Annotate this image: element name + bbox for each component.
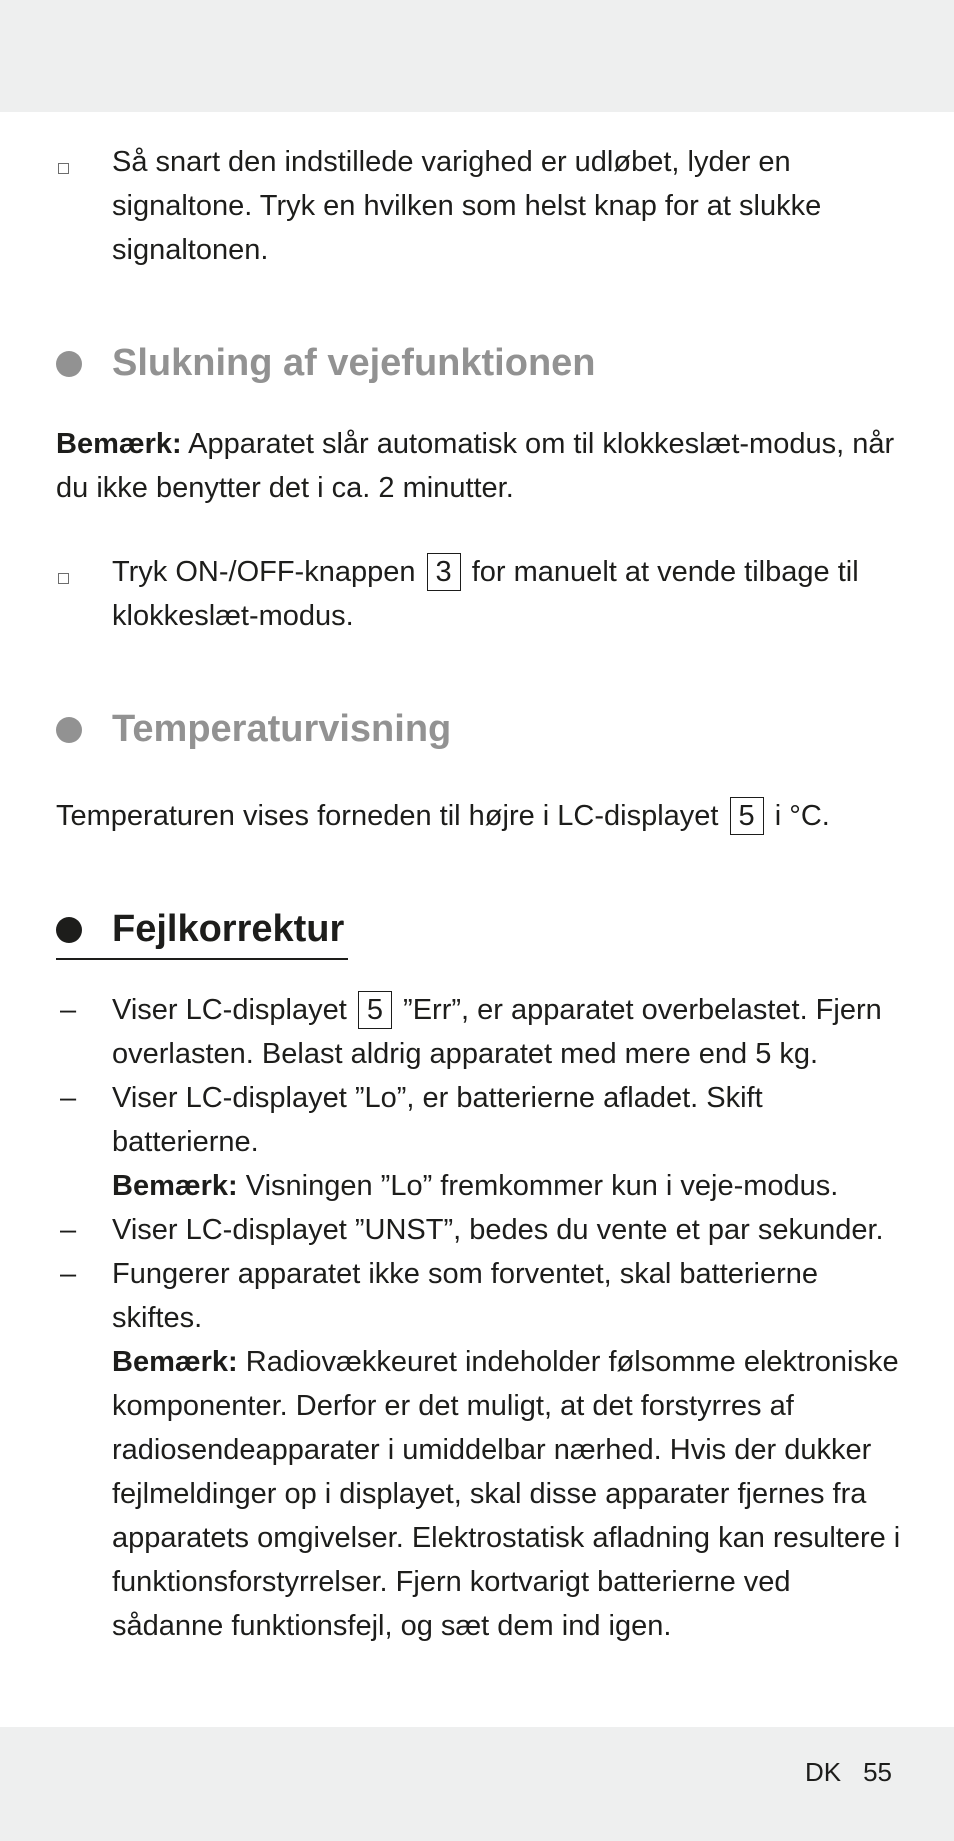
reference-number: 5	[358, 991, 392, 1029]
note-text: Radiovækkeuret indeholder følsomme elektroniske komponenter. Derfor er det muligt, at det forstyrres af radiosendeapparater i umiddelbar nærhed. Hvis der dukker fejlmeldinger op i displayet, skal disse apparater fjernes fra apparatets omgivelser. Elektrostatisk afladning kan resultere i funktionsforstyrrelser. Fjern kortvarigt batterierne ved sådanne funktionsfejl, og sæt dem ind igen.	[112, 1346, 901, 1642]
heading-text: Temperaturvisning	[112, 708, 452, 750]
item-text: Viser LC-displayet ”UNST”, bedes du vente et par sekunder.	[112, 1214, 884, 1246]
heading-text: Slukning af vejefunktionen	[112, 342, 596, 384]
paragraph	[56, 794, 906, 838]
item-text: Fungerer apparatet ikke som forventet, skal batterierne skiftes.	[112, 1258, 819, 1334]
item-text: Så snart den indstillede varighed er udløbet, lyder en signaltone. Tryk en hvilken som helst knap for at slukke signaltonen.	[112, 146, 822, 266]
dash-bullet: –	[60, 994, 77, 1026]
section-heading	[56, 338, 906, 388]
item-text: Tryk ON-/OFF-knappen	[112, 556, 424, 588]
note-label: Bemærk:	[56, 428, 182, 460]
item-text: Viser LC-displayet ”Lo”, er batterierne afladet. Skift batterierne.	[112, 1082, 763, 1158]
note-text: Visningen ”Lo” fremkommer kun i veje-modus.	[237, 1170, 839, 1202]
reference-number: 3	[427, 553, 461, 591]
note-text: Apparatet slår automatisk om til klokkeslæt-modus, når du ikke benytter det i ca. 2 minutter.	[56, 428, 895, 504]
dash-bullet: –	[60, 1258, 77, 1290]
circle-bullet-icon	[56, 717, 82, 743]
circle-bullet-icon	[56, 351, 82, 377]
list-item	[56, 1252, 906, 1648]
language-code: DK	[804, 1757, 842, 1787]
item-text: for manuelt at vende tilbage til klokkeslæt-modus.	[112, 556, 859, 632]
list-item	[56, 550, 906, 638]
heading-text: Fejlkorrektur	[112, 908, 345, 950]
item-text: Viser LC-displayet	[112, 994, 355, 1026]
list-item	[56, 140, 906, 272]
dash-bullet: –	[60, 1082, 77, 1114]
page-content	[56, 140, 906, 1648]
section-heading	[56, 704, 906, 754]
paragraph-text: i °C.	[766, 800, 830, 832]
page-footer	[783, 1757, 892, 1788]
list-item	[56, 1076, 906, 1208]
top-band	[0, 0, 954, 112]
note-label: Bemærk:	[112, 1346, 238, 1378]
square-bullet-icon	[58, 573, 69, 584]
section-heading	[56, 904, 348, 960]
reference-number: 5	[730, 797, 764, 835]
page-number: 55	[863, 1757, 892, 1787]
paragraph-text: Temperaturen vises forneden til højre i LC-displayet	[56, 800, 727, 832]
square-bullet-icon	[58, 163, 69, 174]
error-list	[56, 988, 906, 1648]
dash-bullet: –	[60, 1214, 77, 1246]
circle-bullet-icon	[56, 917, 82, 943]
item-text: ”Err”, er apparatet overbelastet. Fjern overlasten. Belast aldrig apparatet med mere end 5 kg.	[112, 994, 882, 1070]
list-item	[56, 988, 906, 1076]
note-label: Bemærk:	[112, 1170, 238, 1202]
list-item	[56, 1208, 906, 1252]
note-paragraph	[56, 422, 906, 510]
